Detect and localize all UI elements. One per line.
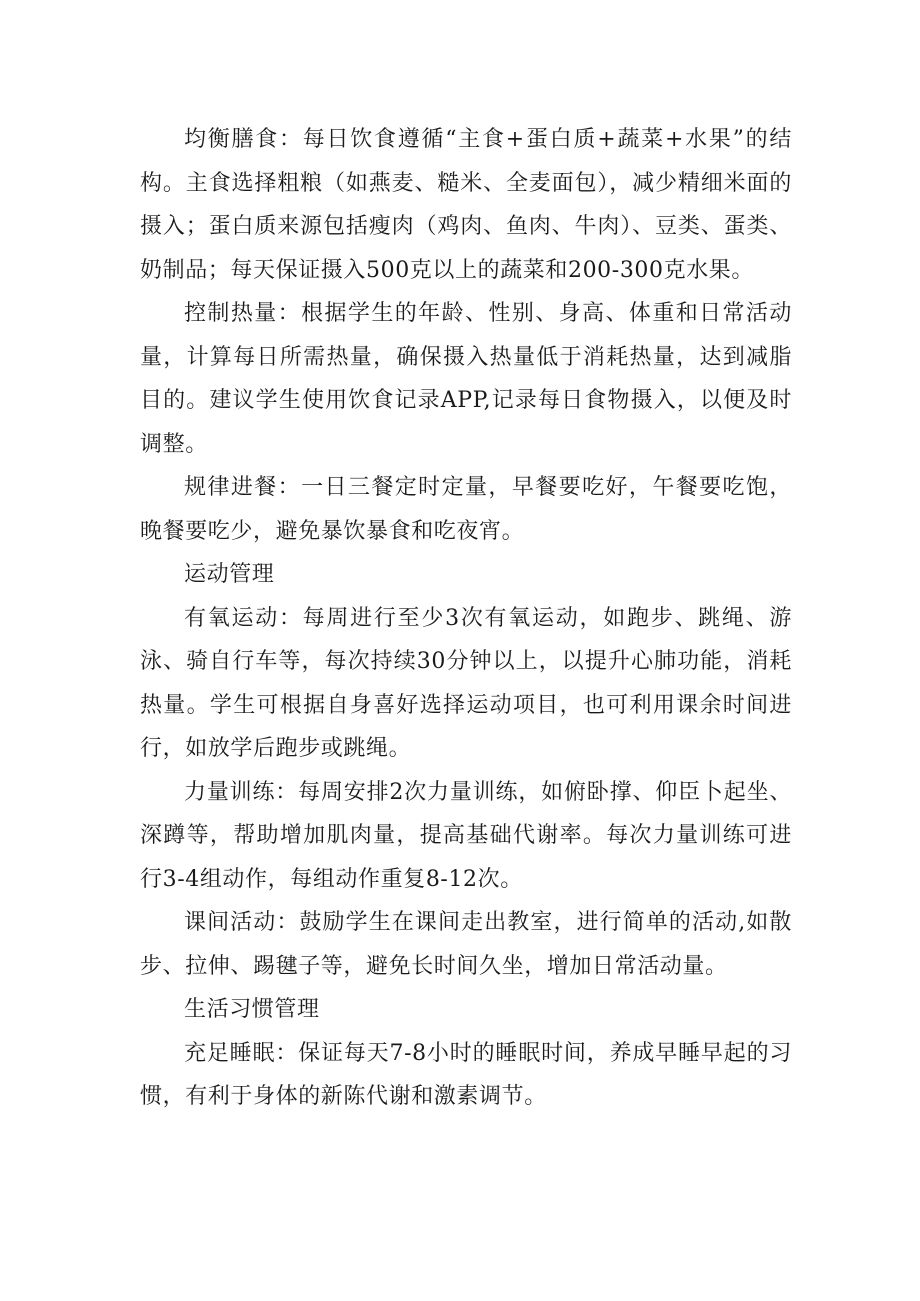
paragraph-break-activities: 课间活动：鼓励学生在课间走出教室，进行简单的活动,如散步、拉伸、踢毽子等，避免长时间久坐，增加日常活动量。 (140, 910, 792, 979)
paragraph-calorie-control: 控制热量：根据学生的年龄、性别、身高、体重和日常活动量，计算每日所需热量，确保摄入热量低于消耗热量，达到减脂目的。建议学生使用饮食记录APP,记录每日食物摄入，以便及时调整。 (140, 301, 792, 457)
paragraph-sleep: 充足睡眠：保证每天7-8小时的睡眠时间，养成早睡早起的习惯，有利于身体的新陈代谢和激素调节。 (140, 1040, 792, 1109)
section-heading-lifestyle: 生活习惯管理 (184, 997, 320, 1022)
paragraph-balanced-diet: 均衡膳食：每日饮食遵循“主食+蛋白质+蔬菜+水果”的结构。主食选择粗粮（如燕麦、糙米、全麦面包），减少精细米面的摄入；蛋白质来源包括瘦肉（鸡肉、鱼肉、牛肉）、豆类、蛋类、奶制品；每天保证摄入500克以上的蔬菜和200-300克水果。 (140, 127, 792, 283)
document-body (140, 118, 792, 1119)
section-heading-exercise: 运动管理 (184, 562, 275, 587)
paragraph-aerobic-exercise: 有氧运动：每周进行至少3次有氧运动，如跑步、跳绳、游泳、骑自行车等，每次持续30分钟以上，以提升心肺功能，消耗热量。学生可根据自身喜好选择运动项目，也可利用课余时间进行，如放学后跑步或跳绳。 (140, 605, 792, 761)
paragraph-strength-training: 力量训练：每周安排2次力量训练，如俯卧撑、仰臣卜起坐、深蹲等，帮助增加肌肉量，提高基础代谢率。每次力量训练可进行3-4组动作，每组动作重复8-12次。 (140, 779, 792, 892)
paragraph-regular-meals: 规律进餐：一日三餐定时定量，早餐要吃好，午餐要吃饱，晚餐要吃少，避免暴饮暴食和吃夜宵。 (140, 475, 792, 544)
